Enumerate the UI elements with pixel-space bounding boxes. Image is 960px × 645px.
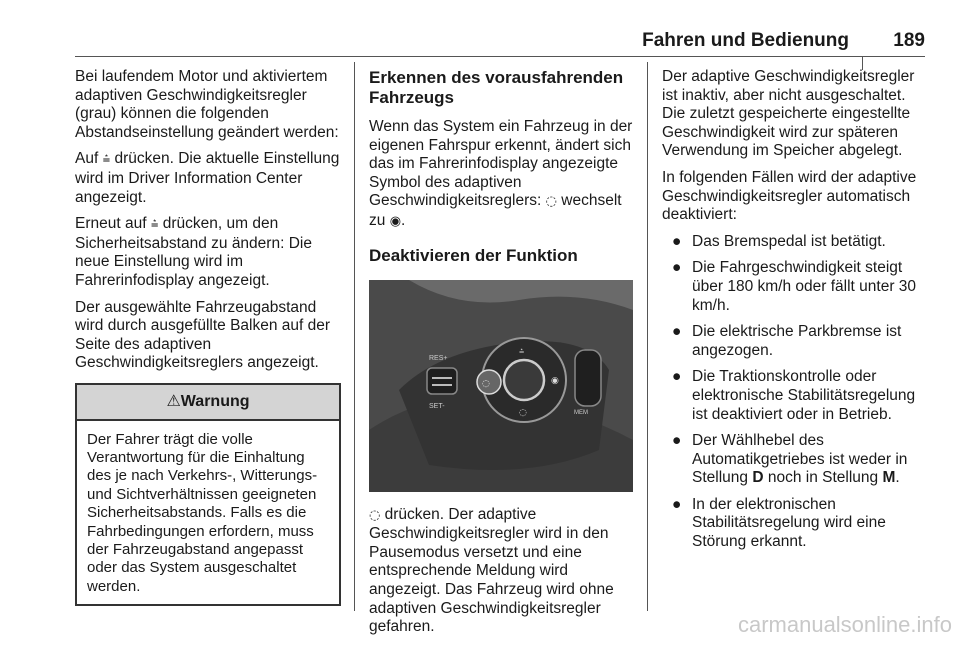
svg-text:◌: ◌	[519, 407, 527, 418]
paragraph: Bei laufendem Motor und aktiviertem adaptiven Geschwindigkeitsregler (grau) können die folgenden Abstandseinstellung geändert werden:	[75, 68, 339, 141]
header-rule	[75, 56, 925, 57]
list-item: ● Die elektrische Parkbremse ist angezogen.	[672, 323, 902, 359]
paragraph: Der adaptive Geschwindigkeitsregler ist inaktiv, aber nicht ausgeschaltet. Die zuletzt gespeicherte eingestellte Geschwindigkeit wird zur späteren Verwendung im Speicher abgelegt.	[662, 68, 915, 160]
warning-header	[77, 385, 339, 421]
column-2	[369, 68, 633, 645]
warning-triangle-icon: ⚠	[166, 392, 181, 410]
paragraph: In folgenden Fällen wird der adaptive Geschwindigkeitsregler automatisch deaktiviert:	[662, 168, 917, 224]
list-item: ● Der Wählhebel des Automatikgetriebes ist weder in Stellung D noch in Stellung M.	[672, 432, 908, 487]
res-label: RES+	[429, 354, 448, 362]
set-label: SET-	[429, 402, 445, 410]
warning-text: Der Fahrer trägt die volle Verantwortung für die Einhaltung des je nach Verkehrs-, Witterungs- und Sichtverhältnissen geeigneten Sicherheitsabstands. Falls es die Fahrbedingungen erfordern, muss der Fahrzeugabstand angepasst oder das System ausgeschaltet werden.	[87, 430, 318, 595]
acc-vehicle-detected-icon: ◉	[389, 213, 402, 229]
paragraph: Erneut auf ⩮ drücken, um den Sicherheitsabstand zu ändern: Die neue Einstellung wird im Fahrerinfodisplay angezeigt.	[75, 215, 312, 289]
svg-text:◉: ◉	[551, 375, 559, 386]
heading-deactivate: Deaktivieren der Funktion	[369, 245, 578, 265]
list-item: ● In der elektronischen Stabilitätsregelung wird eine Störung erkannt.	[672, 495, 886, 551]
acc-symbol-icon: ◌	[545, 194, 557, 210]
distance-button-icon: ⩮	[102, 152, 111, 168]
acc-pause-icon: ◌	[369, 507, 381, 523]
section-title: Fahren und Bedienung	[642, 30, 849, 51]
mem-label: MEM	[574, 409, 588, 416]
list-item: ● Das Bremspedal ist betätigt.	[672, 232, 886, 250]
column-1	[75, 68, 341, 606]
heading-detect-vehicle: Erkennen des vorausfahrenden Fahrzeugs	[369, 68, 624, 107]
paragraph: Der ausgewählte Fahrzeugabstand wird durch ausgefüllte Balken auf der Seite des adaptiven Geschwindigkeitsreglers angezeigt.	[75, 298, 331, 372]
steering-wheel-controls-figure	[369, 280, 633, 492]
column-divider-2	[647, 62, 648, 611]
paragraph: ◌ drücken. Der adaptive Geschwindigkeitsregler wird in den Pausemodus versetzt und eine entsprechende Meldung wird angezeigt. Das Fahrzeug wird ohne adaptiven Geschwindigkeitsregler gefahren.	[369, 505, 614, 636]
column-3	[662, 68, 926, 560]
warning-box	[75, 383, 341, 606]
page-number: 189	[893, 30, 925, 51]
svg-text:◌: ◌	[482, 378, 490, 389]
deactivation-conditions-list	[662, 233, 926, 552]
svg-text:⩮: ⩮	[519, 346, 525, 357]
paragraph: Wenn das System ein Fahrzeug in der eigenen Fahrspur erkennt, ändert sich das im Fahrerinfodisplay angezeigte Symbol des adaptiven Geschwindigkeitsreglers: ◌ wechselt zu ◉.	[369, 118, 633, 229]
list-item: ● Die Fahrgeschwindigkeit steigt über 180 km/h oder fällt unter 30 km/h.	[672, 259, 917, 314]
paragraph: Auf ⩮ drücken. Die aktuelle Einstellung wird im Driver Information Center angezeigt.	[75, 150, 340, 206]
distance-button-icon: ⩮	[150, 217, 159, 233]
list-item: ● Die Traktionskontrolle oder elektronische Stabilitätsregelung ist deaktiviert oder in Betrieb.	[672, 368, 916, 423]
warning-title: Warnung	[180, 392, 250, 410]
watermark: carmanualsonline.info	[737, 612, 952, 637]
column-divider-1	[354, 62, 355, 611]
page-header	[75, 30, 925, 60]
